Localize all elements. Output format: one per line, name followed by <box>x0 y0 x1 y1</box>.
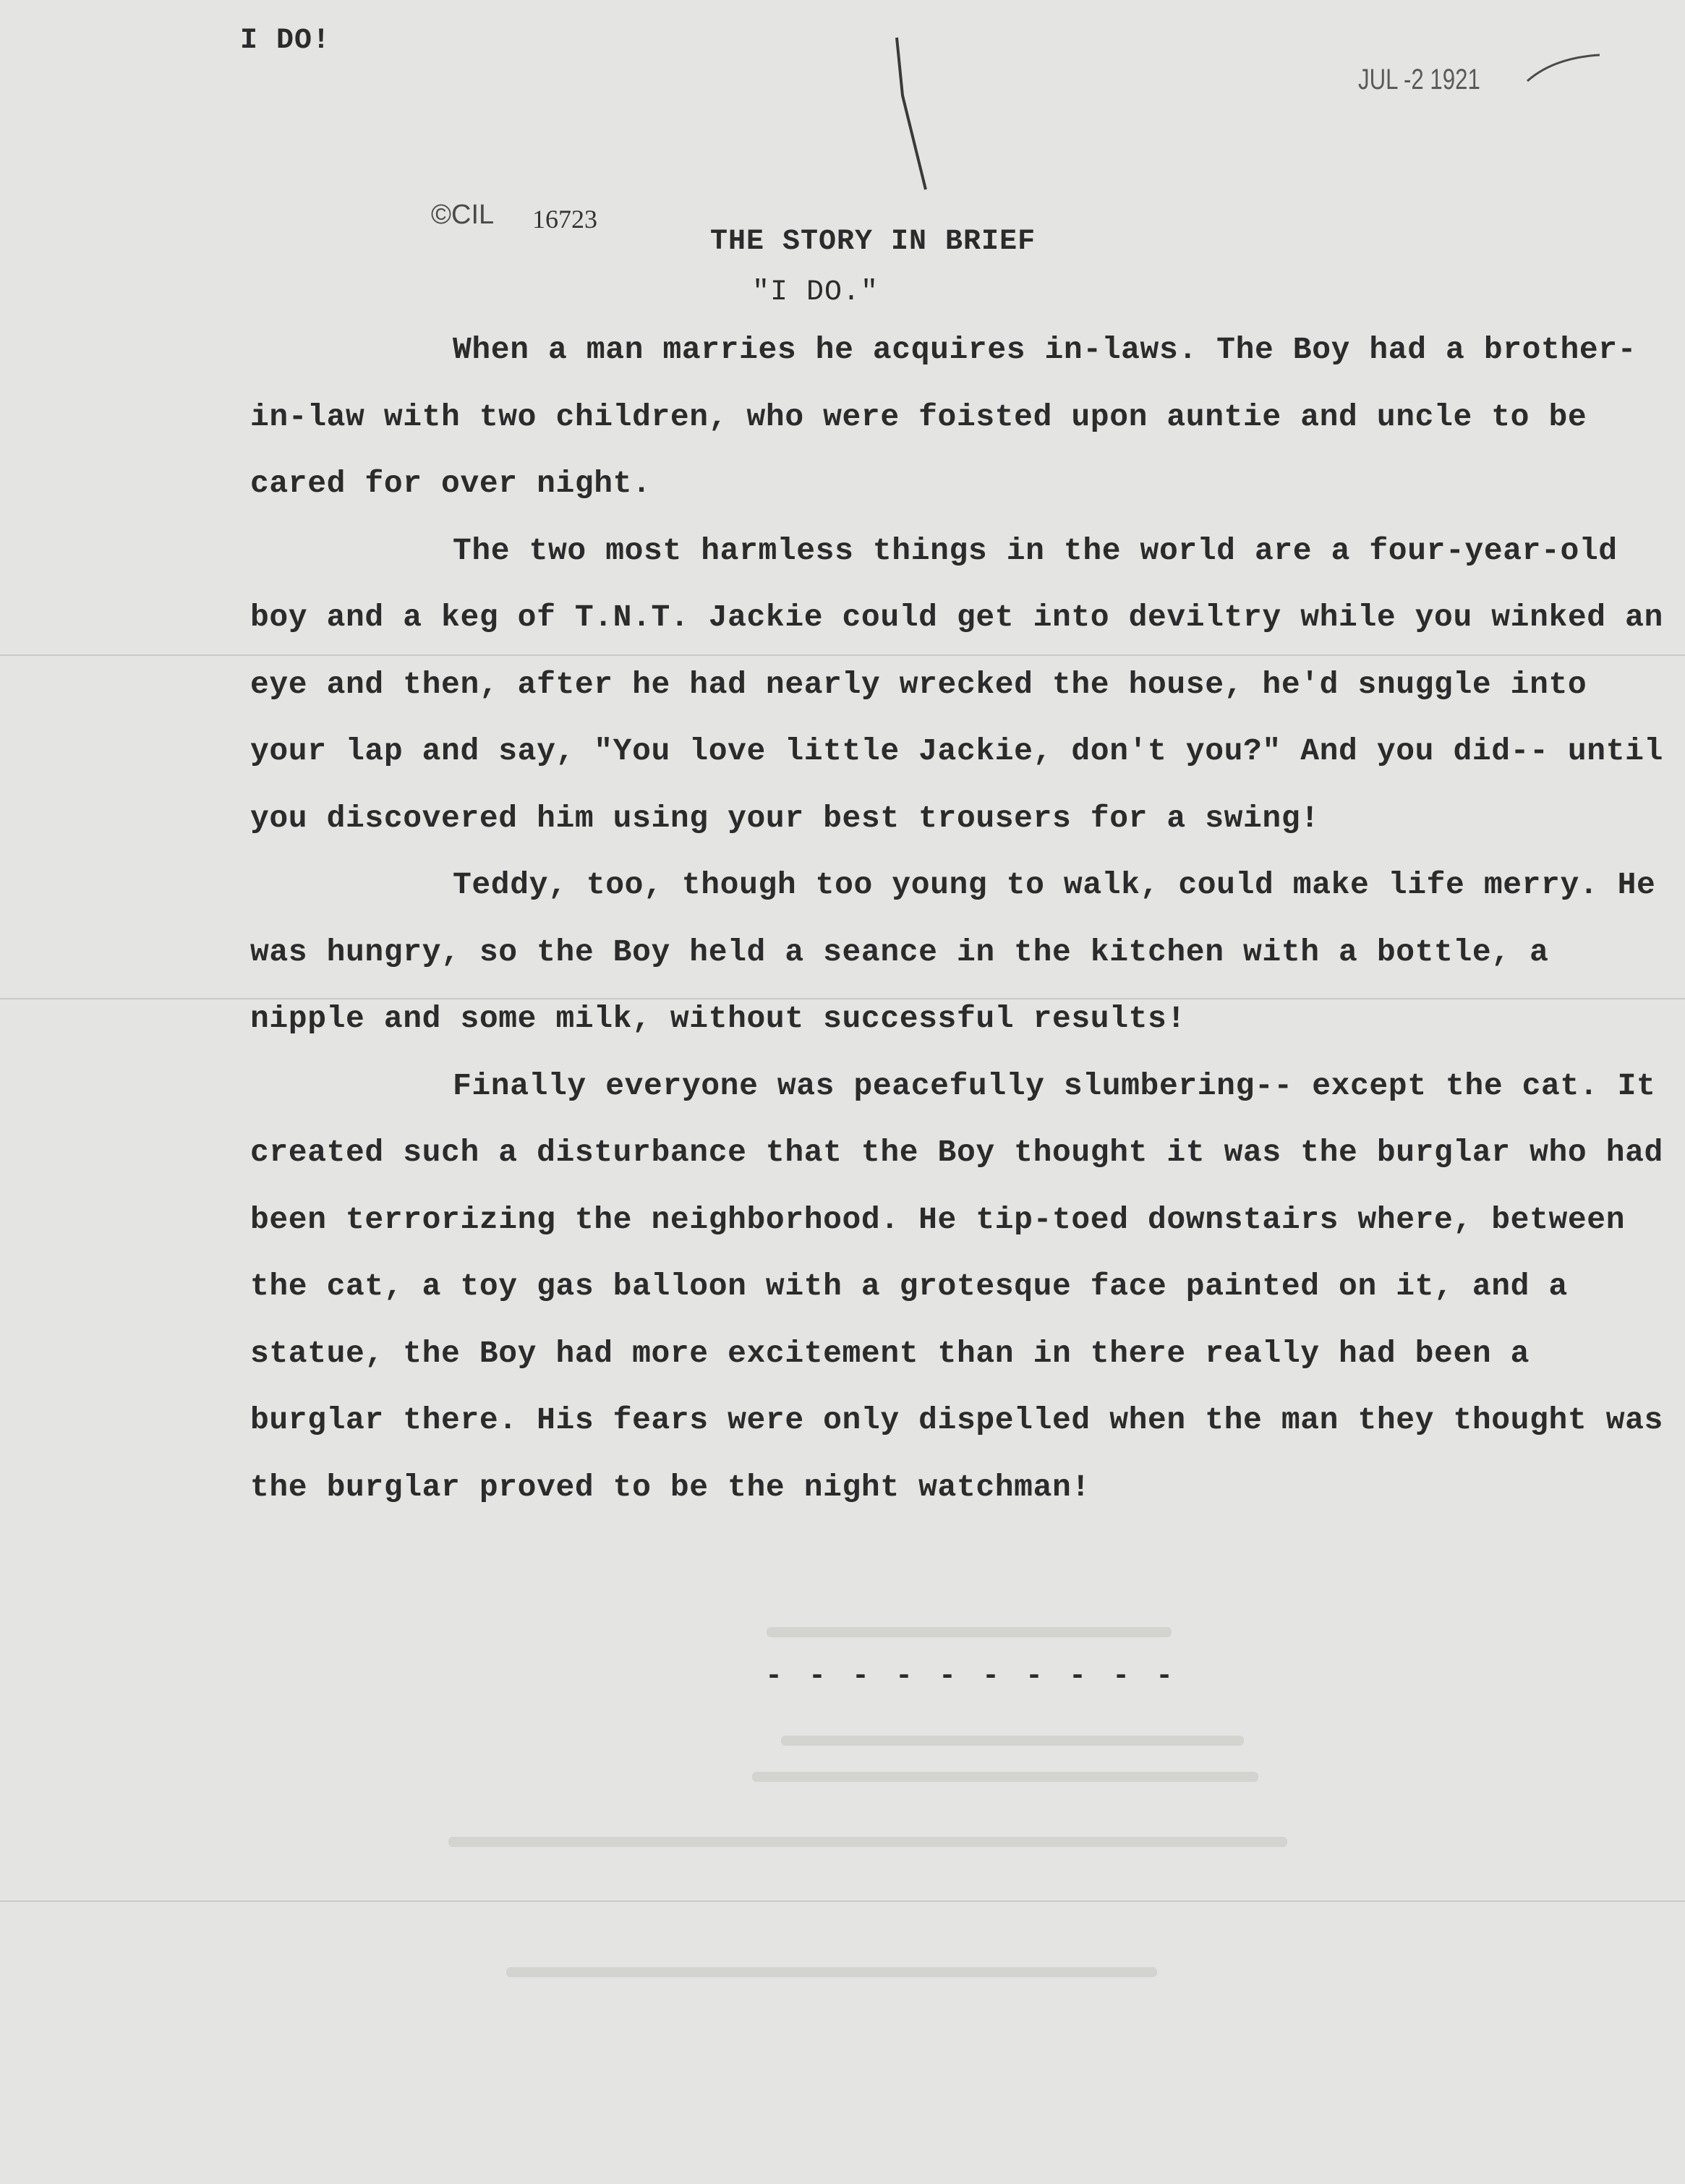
bleed-through-smudge <box>767 1627 1172 1637</box>
story-paragraph: Teddy, too, though too young to walk, could make life merry. He was hungry, so the Boy held a seance in the kitchen with a bottle, a nipple and some milk, without successful results! <box>250 867 1656 1036</box>
story-paragraph: Finally everyone was peacefully slumbering-- except the cat. It created such a disturbance that the Boy thought it was the burglar who had been terrorizing the neighborhood. He tip-toed downstairs where, between the cat, a toy gas balloon with a grotesque face painted on it, and a statue, the Boy had more excitement than in there really had been a burglar there. His fears were only dispelled when the man they thought was the burglar proved to be the night watchman! <box>250 1067 1663 1505</box>
copyright-number: 16723 <box>532 205 597 234</box>
copyright-mark: ©CIL <box>431 200 495 230</box>
stamp-flourish <box>1524 52 1604 88</box>
story-paragraph: The two most harmless things in the world are a four-year-old boy and a keg of T.N.T. Jackie could get into deviltry while you winked an eye and then, after he had nearly wrecked the house, he'd snuggle into your lap and say, "You love little Jackie, don't you?" And you did-- until you discovered him using your best trousers for a swing! <box>250 532 1663 836</box>
header-title: I DO! <box>240 25 331 57</box>
date-stamp: JUL -2 1921 <box>1358 64 1480 95</box>
bleed-through-smudge <box>752 1772 1258 1782</box>
bleed-through-smudge <box>448 1837 1287 1847</box>
bleed-through-smudge <box>506 1967 1157 1977</box>
document-title: THE STORY IN BRIEF <box>710 226 1036 258</box>
pencil-mark <box>882 30 940 197</box>
section-separator: - - - - - - - - - - <box>765 1660 1178 1693</box>
paper-rule <box>0 1901 1685 1902</box>
document-subtitle: "I DO." <box>752 276 879 309</box>
story-paragraph: When a man marries he acquires in-laws. The Boy had a brother-in-law with two children, who were foisted upon auntie and uncle to be cared for over night. <box>250 332 1637 501</box>
bleed-through-smudge <box>781 1736 1244 1746</box>
story-body <box>250 317 1668 1521</box>
